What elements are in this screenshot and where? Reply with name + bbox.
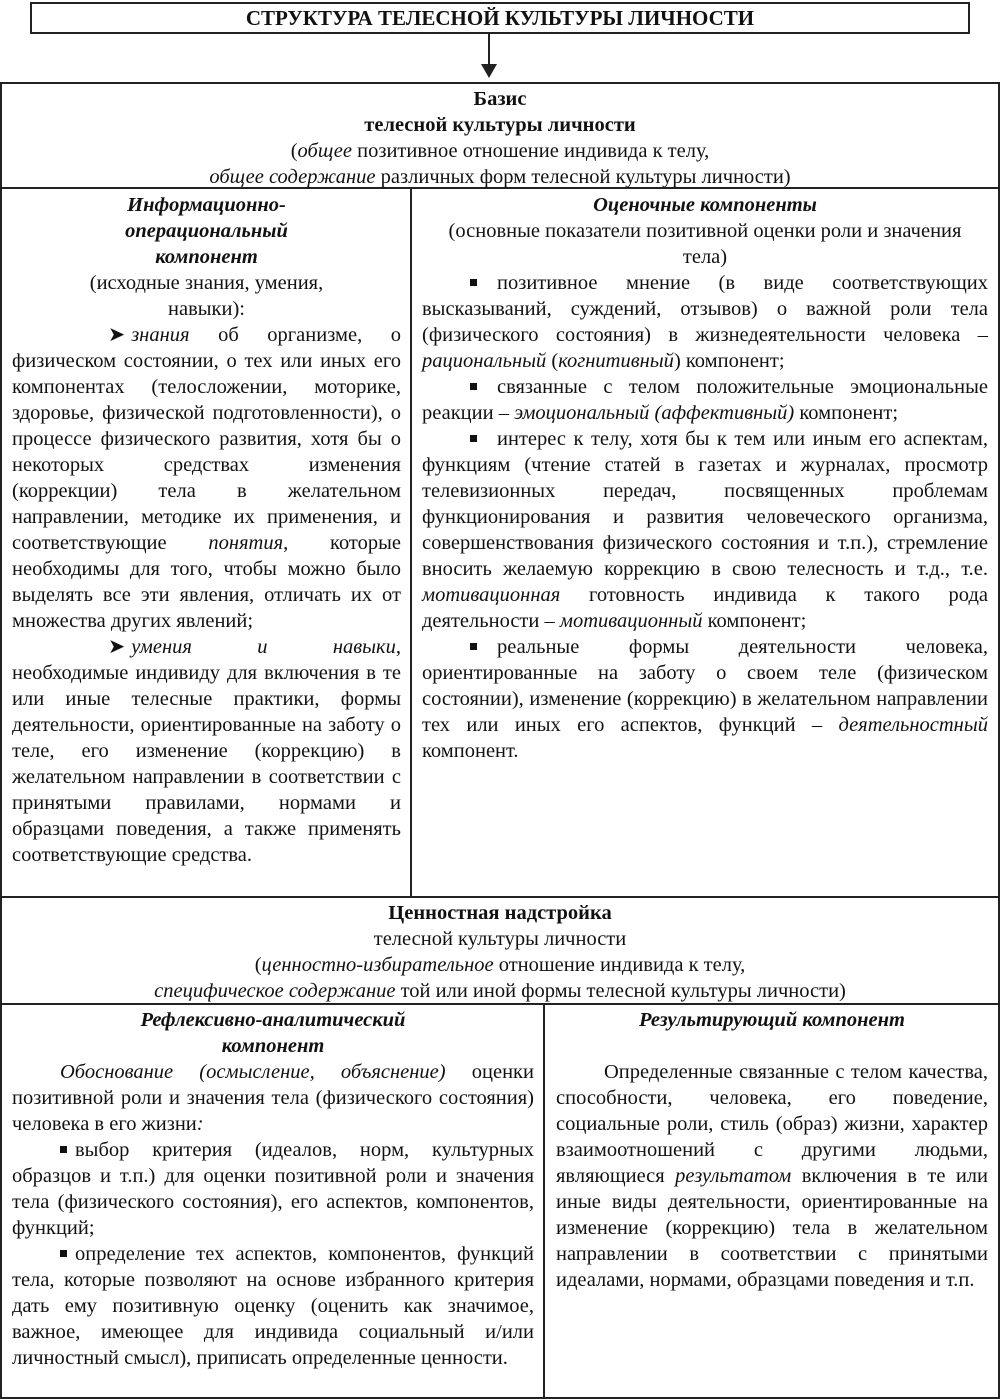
value-subheading: телесной культуры личности	[373, 928, 627, 950]
eval-item-emotional: связанные с телом положительные эмоциональные реакции – эмоциональный (аффективный) компонент;	[422, 376, 988, 424]
reflex-component	[12, 1007, 534, 1371]
bullet-icon	[60, 1146, 67, 1153]
info-item-skills: ➤ умения и навыки, необходимые индивиду для включения в те или иные телесные практики, формы деятельности, ориентированные на заботу о теле, его изменение (коррекцию) в желательном направлении в соответствии с принятыми правилами, нормами и образцами поведения, а также применять соответствующие средства.	[12, 636, 401, 866]
basis-heading: Базис	[473, 88, 527, 110]
eval-subtitle: (основные показатели позитивной оценки роли и значения тела)	[448, 220, 962, 268]
value-section	[4, 900, 996, 1004]
bullet-icon	[470, 383, 477, 390]
eval-heading: Оценочные компоненты	[593, 194, 817, 216]
eval-item-rational: позитивное мнение (в виде соответствующих высказываний, суждений, отзывов) о важной роли тела (физического состояния) в жизнедеятельности человека – рациональный (когнитивный) компонент;	[422, 272, 988, 372]
info-component	[12, 192, 401, 868]
divider-value	[0, 896, 1000, 898]
value-heading: Ценностная надстройка	[388, 902, 612, 924]
bullet-icon	[470, 435, 477, 442]
reflex-item-criterion: выбор критерия (идеалов, норм, культурных образцов и т.п.) для оценки позитивной роли и значения тела (физического состояния), его аспектов, компонентов, функций;	[12, 1139, 534, 1239]
eval-item-motivational: интерес к телу, хотя бы к тем или иным его аспектам, функциям (чтение статей в газетах и журналах, просмотр телевизионных передач, посвященных проблемам функционирования и развития человеческого организма, совершенствования физического состояния и т.п.), стремление вносить желаемую коррекцию в свою телесность и т.д., т.е. мотивационная готовность индивида к такого рода деятельности – мотивационный компонент;	[422, 428, 988, 632]
value-line-1: (ценностно-избирательное отношение индивида к телу,	[254, 954, 746, 976]
reflex-intro: Обоснование (осмысление, объяснение) оценки позитивной роли и значения тела (физического состояния) человека в его жизни:	[12, 1061, 534, 1135]
down-arrow-icon	[488, 33, 490, 67]
eval-item-activity: реальные формы деятельности человека, ориентированные на заботу о своем теле (физическом состоянии), изменение (коррекцию) в желательном направлении тех или иных его аспектов, функций – деятельностный компонент.	[422, 636, 988, 762]
checkmark-arrow-icon: ➤	[108, 636, 126, 658]
basis-section	[4, 86, 996, 190]
reflex-item-aspects: определение тех аспектов, компонентов, функций тела, которые позволяют на основе избранного критерия дать ему позитивную оценку (оценить как значимое, важное, имеющее для индивида социальный и/или личностный смысл), приписать определенные ценности.	[12, 1243, 534, 1369]
basis-line-2: общее содержание различных форм телесной культуры личности)	[209, 166, 791, 188]
divider-columns-top	[410, 187, 412, 897]
bullet-icon	[470, 643, 477, 650]
bullet-icon	[470, 279, 477, 286]
page-title: СТРУКТУРА ТЕЛЕСНОЙ КУЛЬТУРЫ ЛИЧНОСТИ	[30, 2, 970, 34]
bullet-icon	[60, 1250, 67, 1257]
eval-component	[422, 192, 988, 764]
info-subtitle: (исходные знания, умения, навыки):	[89, 272, 324, 320]
checkmark-arrow-icon: ➤	[108, 324, 126, 346]
basis-subheading: телесной культуры личности	[364, 114, 636, 136]
divider-columns-bottom	[543, 1003, 545, 1397]
value-line-2: специфическое содержание той или иной формы телесной культуры личности)	[154, 980, 846, 1002]
info-heading: Информационно-операциональный компонент	[125, 194, 288, 268]
result-heading: Результирующий компонент	[639, 1009, 905, 1031]
arrow-head-icon	[481, 64, 497, 78]
reflex-heading: Рефлексивно-аналитический компонент	[140, 1009, 406, 1057]
result-text: Определенные связанные с телом качества, способности, человека, его поведение, социальные роли, стиль (образ) жизни, характер взаимоотношений с другими людьми, являющиеся результатом включения в те или иные виды деятельности, ориентированные на изменение (коррекцию) тела в желательном направлении в соответствии с принятыми идеалами, нормами, образцами поведения и т.п.	[556, 1061, 988, 1291]
result-component	[556, 1007, 988, 1293]
info-item-knowledge: ➤ знания об организме, о физическом состоянии, о тех или иных его компонентах (телосложении, моторике, здоровье, физической подготовленности), о процессе физического развития, хотя бы о некоторых средствах изменения (коррекции) тела в желательном направлении, методике их применения, и соответствующие понятия, которые необходимы для того, чтобы можно было выделять все эти явления, отличать их от множества других явлений;	[12, 324, 401, 632]
basis-line-1: (общее позитивное отношение индивида к телу,	[290, 140, 710, 162]
